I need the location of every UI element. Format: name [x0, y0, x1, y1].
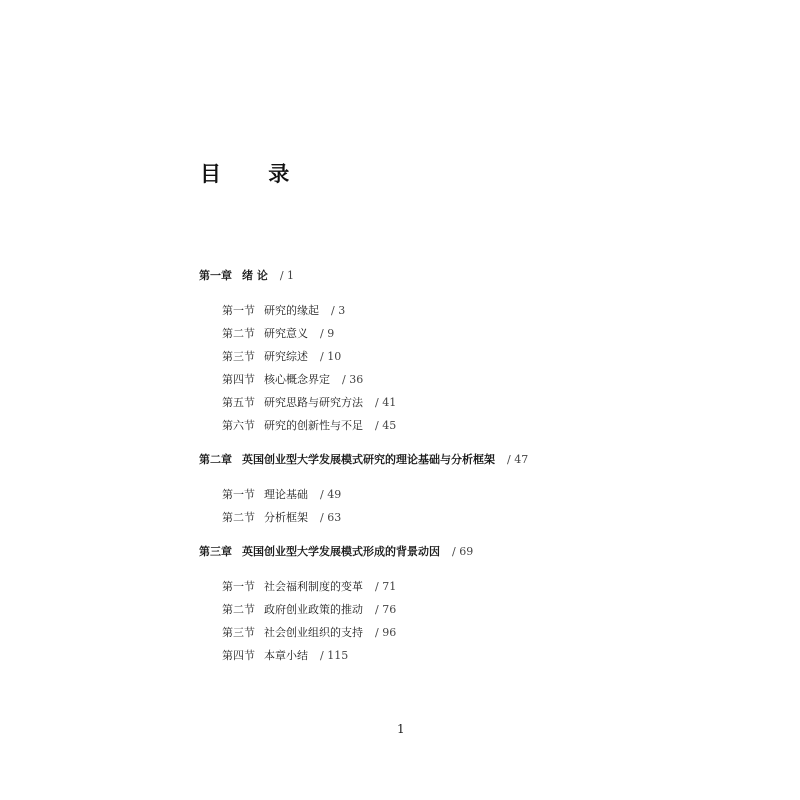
section-title: 研究综述 — [264, 350, 308, 363]
footer-page-number: 1 — [397, 722, 405, 736]
toc-heading: 目 录 — [200, 162, 310, 186]
chapter-3-entry[interactable] — [199, 545, 473, 559]
page-number: / 3 — [331, 304, 346, 317]
section-label: 第三节 — [222, 350, 255, 363]
section-3-2-entry[interactable] — [222, 603, 396, 617]
section-title: 研究的创新性与不足 — [264, 419, 363, 432]
section-title: 核心概念界定 — [264, 373, 330, 386]
chapter-label: 第一章 — [199, 269, 232, 282]
section-title: 本章小结 — [264, 649, 308, 662]
section-title: 政府创业政策的推动 — [264, 603, 363, 616]
chapter-title: 绪 论 — [242, 269, 268, 282]
section-title: 理论基础 — [264, 488, 308, 501]
section-label: 第二节 — [222, 511, 255, 524]
section-3-3-entry[interactable] — [222, 626, 396, 640]
page-number: / 115 — [320, 649, 349, 662]
page-number: / 71 — [375, 580, 397, 593]
chapter-1-entry[interactable] — [199, 269, 294, 283]
section-title: 社会福利制度的变革 — [264, 580, 363, 593]
section-label: 第二节 — [222, 327, 255, 340]
section-2-1-entry[interactable] — [222, 488, 341, 502]
section-title: 研究意义 — [264, 327, 308, 340]
page-number: / 49 — [320, 488, 342, 501]
section-1-5-entry[interactable] — [222, 396, 396, 410]
section-1-1-entry[interactable] — [222, 304, 345, 318]
section-label: 第一节 — [222, 580, 255, 593]
section-label: 第一节 — [222, 488, 255, 501]
section-title: 社会创业组织的支持 — [264, 626, 363, 639]
page-number: / 9 — [320, 327, 335, 340]
section-3-1-entry[interactable] — [222, 580, 396, 594]
section-label: 第三节 — [222, 626, 255, 639]
section-1-6-entry[interactable] — [222, 419, 396, 433]
page-number: / 41 — [375, 396, 397, 409]
section-title: 研究思路与研究方法 — [264, 396, 363, 409]
chapter-title: 英国创业型大学发展模式形成的背景动因 — [242, 545, 440, 558]
page-number: / 1 — [279, 269, 295, 282]
chapter-label: 第三章 — [199, 545, 232, 558]
section-2-2-entry[interactable] — [222, 511, 341, 525]
section-1-2-entry[interactable] — [222, 327, 334, 341]
section-title: 研究的缘起 — [264, 304, 319, 317]
section-label: 第一节 — [222, 304, 255, 317]
section-label: 第二节 — [222, 603, 255, 616]
section-label: 第四节 — [222, 373, 255, 386]
page-number: / 36 — [342, 373, 364, 386]
section-1-4-entry[interactable] — [222, 373, 363, 387]
chapter-2-entry[interactable] — [199, 453, 528, 467]
section-label: 第六节 — [222, 419, 255, 432]
page-number: / 63 — [320, 511, 342, 524]
section-label: 第五节 — [222, 396, 255, 409]
section-1-3-entry[interactable] — [222, 350, 341, 364]
chapter-label: 第二章 — [199, 453, 232, 466]
chapter-title: 英国创业型大学发展模式研究的理论基础与分析框架 — [242, 453, 495, 466]
page-number: / 47 — [507, 453, 529, 466]
page-number: / 76 — [375, 603, 397, 616]
section-title: 分析框架 — [264, 511, 308, 524]
page-number: / 69 — [452, 545, 474, 558]
page-number: / 45 — [375, 419, 397, 432]
page-number: / 96 — [375, 626, 397, 639]
page-number: / 10 — [320, 350, 342, 363]
section-3-4-entry[interactable] — [222, 649, 348, 663]
section-label: 第四节 — [222, 649, 255, 662]
